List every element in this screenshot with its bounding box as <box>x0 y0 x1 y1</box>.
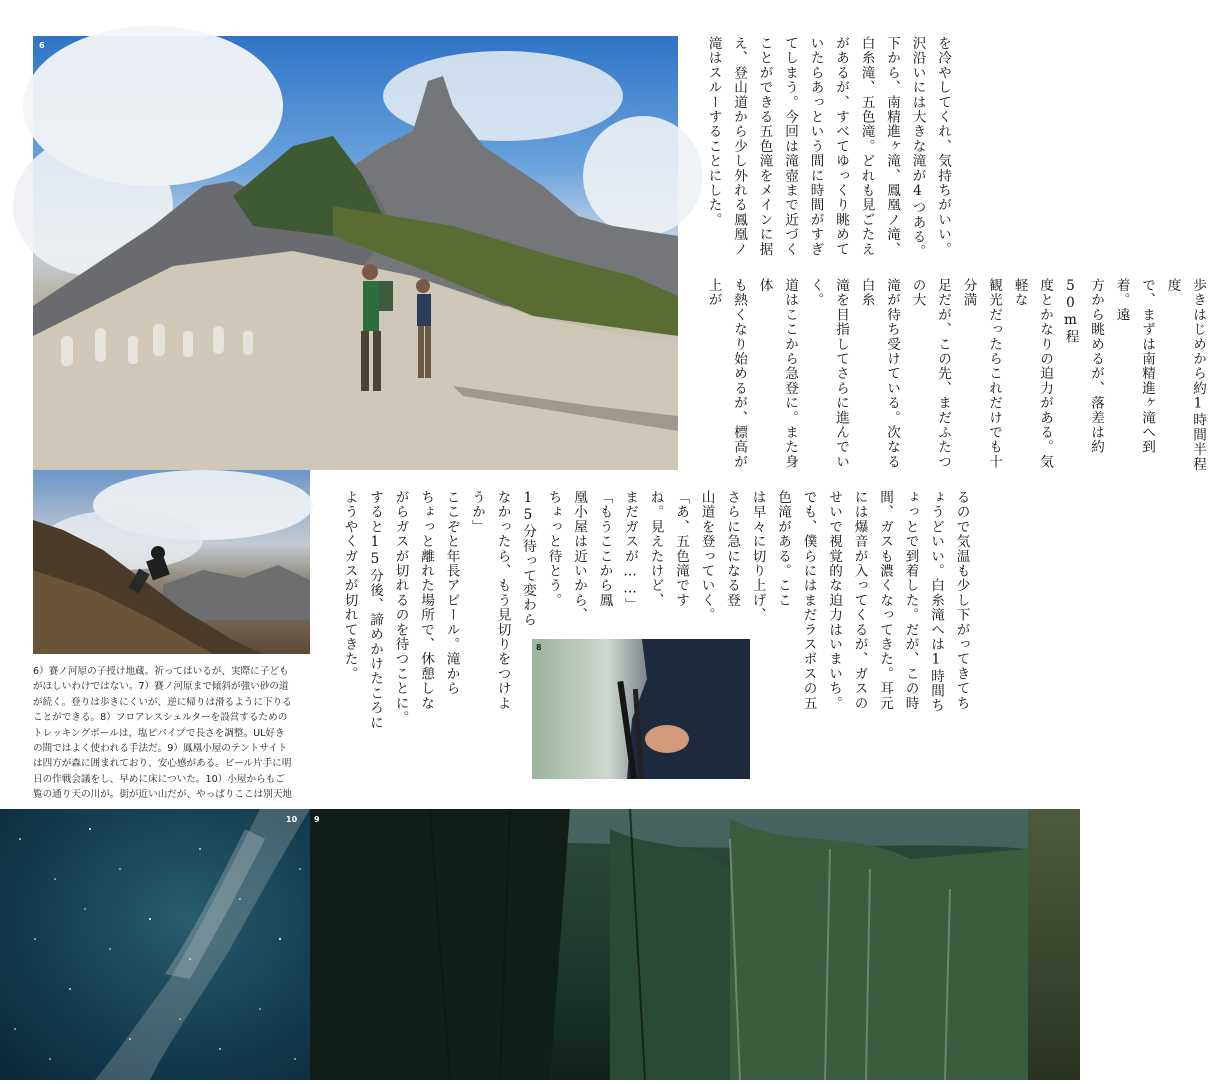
photo-number-6: 6 <box>39 41 45 50</box>
photo-7-illustration <box>33 470 310 654</box>
photo-6-illustration <box>33 36 678 470</box>
body-text-column-2: 歩きはじめから約1時間半程度 で、まずは南精進ヶ滝へ到着。遠 方から眺めるが、落差は約50m程 度とかなりの迫力がある。気軽な 観光だったらこれだけでも十分満 足だが、この先、まだふたつの大 滝が待ち受けている。次なる白糸 滝を目指してさらに進んでいく。 道はここから急登に。また身体 も熱くなり始めるが、標高が上が <box>705 278 1206 472</box>
photo-9-illustration <box>310 809 1028 1080</box>
body-text-column-1: を冷やしてくれ、気持ちがいい。 沢沿いには大きな滝が4つある。 下から、南精進ヶ滝、鳳凰ノ滝、 白糸滝、五色滝。どれも見ごたえ があるが、すべてゆっくり眺めて いたらあっという間に時間がすぎ てしまう。今回は滝壺まで近づく ことができる五色滝をメインに据 え、登山道から少し外れる鳳凰ノ 滝はスルーすることにした。 <box>705 36 951 259</box>
photo-edge-strip <box>1028 809 1080 1080</box>
photo-sand-trail <box>33 470 310 654</box>
photo-10-illustration <box>0 809 310 1080</box>
photo-number-10: 10 <box>286 815 298 824</box>
photo-sainokawara-jizo <box>33 36 678 470</box>
photo-tent-site-forest <box>310 809 1028 1080</box>
photo-number-8: 8 <box>536 643 542 652</box>
photo-number-9: 9 <box>314 815 320 824</box>
body-text-column-3: るので気温も少し下がってきてち ょうどいい。白糸滝へは1時間ち ょっとで到着した。だが、この時 間、ガスも濃くなってきた。耳元 には爆音が入ってくるが、ガスの せいで視覚的な迫力はいまいち。 でも、僕らにはまだラスボスの五 色滝がある。ここ は早々に切り上げ、 さらに急になる登 山道を登っていく。 「あ、五色滝です ね。見えたけど、 まだガスが……」 「もうここから鳳 凰小屋は近いから、 ちょっと待とう。 15分待って変わら なかったら、もう見切りをつけよ うか」 ここぞと年長アピール。滝から ちょっと離れた場所で、休憩しな がらガスが切れるのを待つことに。 すると15分後、諦めかけたころに ようやくガスが切れてきた。 <box>341 490 970 730</box>
photo-milky-way <box>0 809 310 1080</box>
photo-captions: 6）賽ノ河原の子授け地蔵。祈ってはいるが、実際に子ども がほしいわけではない。7）賽ノ河原まで傾斜が強い砂の道 が続く。登りは歩きにくいが、逆に帰りは滑るように下りる ことができる。8）フロアレスシェルターを設営するための トレッキングポールは、塩ビパイプで長さを調整。UL好き の間ではよく使われる手法だ。9）鳳凰小屋のテントサイト は四方が森に囲まれており、安心感がある。ビール片手に明 日の作戦会議をし、早めに床についた。10）小屋からもご 覧の通り天の川が。街が近い山だが、やっぱりここは別天地 <box>33 666 293 801</box>
